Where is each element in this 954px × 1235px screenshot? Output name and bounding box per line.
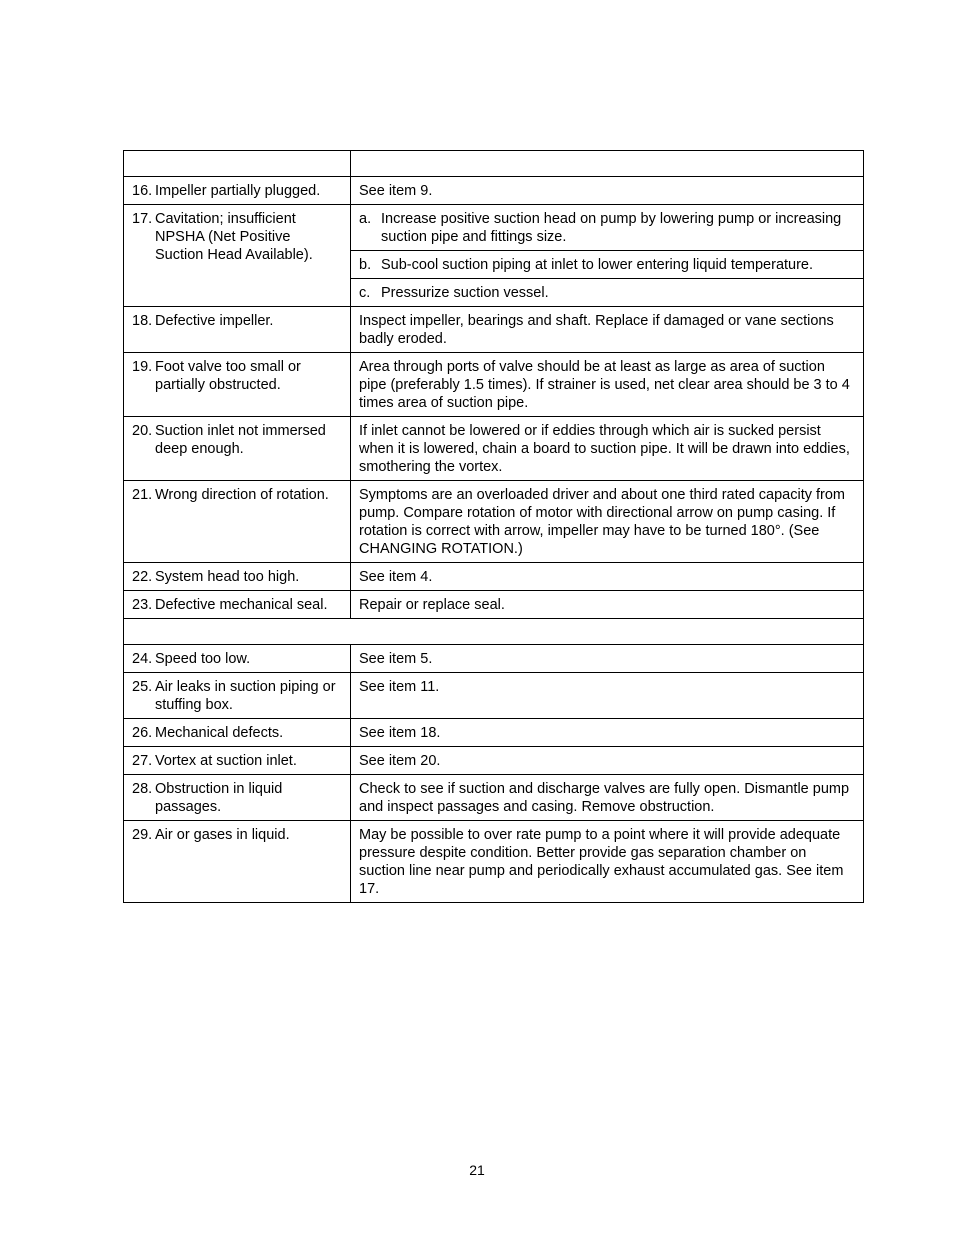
cause-text: Wrong direction of rotation. [155, 487, 329, 503]
table-row [124, 353, 864, 417]
table-row [124, 417, 864, 481]
remedy-cell: Repair or replace seal. [351, 591, 864, 619]
table-row [124, 673, 864, 719]
remedy-cell [351, 205, 864, 251]
section-divider-cell [124, 619, 864, 645]
item-number: 28. [132, 781, 153, 797]
item-number: 18. [132, 313, 153, 329]
remedy-cell: Area through ports of valve should be at least as large as area of suction pipe (preferably 1.5 times). If strainer is used, net clear area should be 3 to 4 times area of suction pipe. [351, 353, 864, 417]
remedy-cell [351, 251, 864, 279]
remedy-cell: See item 5. [351, 645, 864, 673]
remedy-text: Sub-cool suction piping at inlet to lower entering liquid temperature. [381, 257, 814, 273]
remedy-text: Pressurize suction vessel. [381, 285, 549, 301]
header-cell-remedy [351, 151, 864, 177]
remedy-text: Increase positive suction head on pump by lowering pump or increasing suction pipe and fittings size. [381, 211, 842, 245]
remedy-cell: May be possible to over rate pump to a point where it will provide adequate pressure despite condition. Better provide gas separation chamber on suction line near pump and periodically exhaust accumulated gas. See item 17. [351, 821, 864, 903]
table-row [124, 747, 864, 775]
remedy-letter: c. [359, 285, 371, 301]
remedy-cell: See item 9. [351, 177, 864, 205]
remedy-cell: Symptoms are an overloaded driver and about one third rated capacity from pump. Compare rotation of motor with directional arrow on pump casing. If rotation is correct with arrow, impeller may have to be turned 180°. (See CHANGING ROTATION.) [351, 481, 864, 563]
cause-cell [124, 417, 351, 481]
troubleshooting-table [123, 150, 864, 903]
remedy-letter: b. [359, 257, 372, 273]
cause-text: Vortex at suction inlet. [155, 753, 297, 769]
table-row [124, 821, 864, 903]
item-number: 22. [132, 569, 153, 585]
item-number: 27. [132, 753, 153, 769]
remedy-cell [351, 279, 864, 307]
section-divider-row [124, 619, 864, 645]
table-row [124, 645, 864, 673]
item-number: 19. [132, 359, 153, 375]
item-number: 24. [132, 651, 153, 667]
cause-text: Defective mechanical seal. [155, 597, 328, 613]
table-row [124, 307, 864, 353]
cause-text: Air leaks in suction piping or stuffing box. [155, 679, 336, 713]
cause-text: Foot valve too small or partially obstructed. [155, 359, 301, 393]
remedy-cell: Inspect impeller, bearings and shaft. Replace if damaged or vane sections badly eroded. [351, 307, 864, 353]
cause-cell [124, 747, 351, 775]
cause-cell [124, 177, 351, 205]
remedy-cell: If inlet cannot be lowered or if eddies through which air is sucked persist when it is lowered, chain a board to suction pipe. It will be drawn into eddies, smothering the vortex. [351, 417, 864, 481]
remedy-cell: See item 4. [351, 563, 864, 591]
cause-cell [124, 481, 351, 563]
table-row [124, 591, 864, 619]
table-header-row [124, 151, 864, 177]
remedy-cell: See item 18. [351, 719, 864, 747]
cause-text: Cavitation; insufficient NPSHA (Net Positive Suction Head Available). [155, 211, 313, 263]
cause-text: Obstruction in liquid passages. [155, 781, 283, 815]
cause-text: Speed too low. [155, 651, 251, 667]
remedy-cell: See item 20. [351, 747, 864, 775]
remedy-cell: Check to see if suction and discharge valves are fully open. Dismantle pump and inspect passages and casing. Remove obstruction. [351, 775, 864, 821]
page-number: 21 [469, 1162, 485, 1178]
header-cell-cause [124, 151, 351, 177]
cause-cell [124, 591, 351, 619]
cause-text: Defective impeller. [155, 313, 274, 329]
cause-text: Mechanical defects. [155, 725, 284, 741]
item-number: 26. [132, 725, 153, 741]
item-number: 23. [132, 597, 153, 613]
table-row [124, 177, 864, 205]
item-number: 29. [132, 827, 153, 843]
table-row [124, 775, 864, 821]
remedy-cell: See item 11. [351, 673, 864, 719]
item-number: 20. [132, 423, 153, 439]
cause-cell [124, 645, 351, 673]
cause-cell [124, 353, 351, 417]
item-number: 16. [132, 183, 153, 199]
cause-cell [124, 775, 351, 821]
cause-text: Air or gases in liquid. [155, 827, 290, 843]
table-row [124, 563, 864, 591]
cause-text: Impeller partially plugged. [155, 183, 321, 199]
cause-cell [124, 821, 351, 903]
remedy-letter: a. [359, 211, 372, 227]
cause-cell [124, 205, 351, 307]
cause-text: Suction inlet not immersed deep enough. [155, 423, 326, 457]
table-row [124, 481, 864, 563]
table-row [124, 205, 864, 251]
item-number: 21. [132, 487, 153, 503]
cause-cell [124, 563, 351, 591]
cause-cell [124, 307, 351, 353]
cause-cell [124, 719, 351, 747]
cause-text: System head too high. [155, 569, 300, 585]
table-row [124, 719, 864, 747]
cause-cell [124, 673, 351, 719]
item-number: 17. [132, 211, 153, 227]
item-number: 25. [132, 679, 153, 695]
